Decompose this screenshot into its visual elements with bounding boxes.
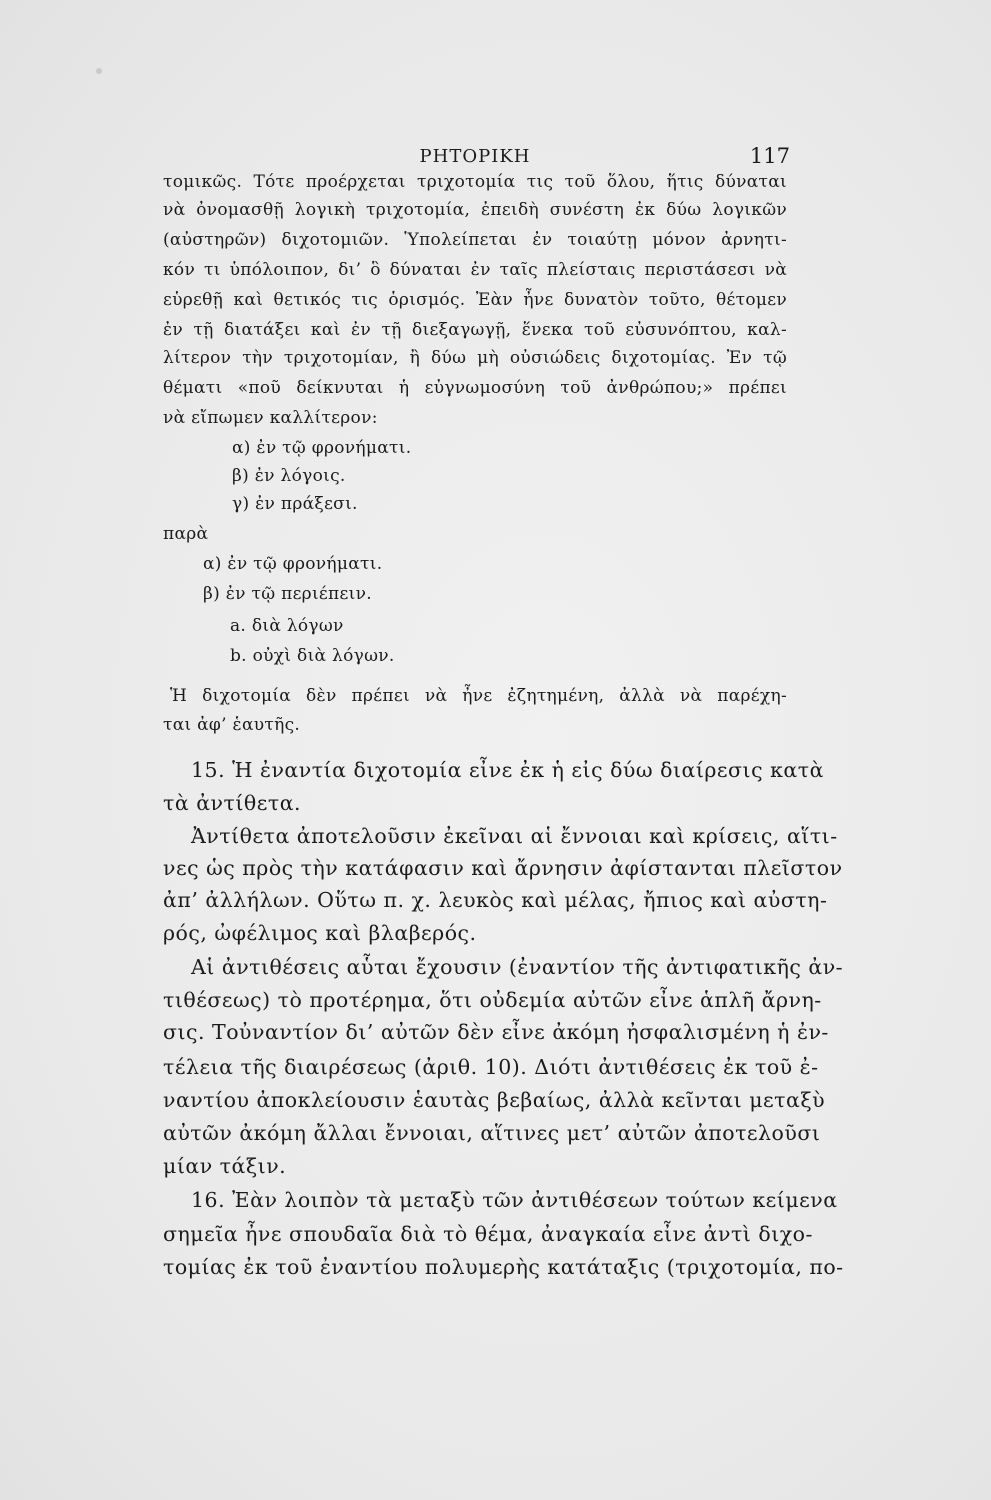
body-line: νὰ ὀνομασθῇ λογικὴ τριχοτομία, ἐπειδὴ συνέστη ἐκ δύω λογικῶν [163, 200, 787, 220]
running-head [160, 146, 790, 174]
body-line: σις. Τοὐναντίον δι’ αὐτῶν δὲν εἶνε ἀκόμη ἠσφαλισμένη ἡ ἐν- [163, 1020, 829, 1044]
note-line: ται ἀφ’ ἑαυτῆς. [163, 715, 301, 735]
body-line: τέλεια τῆς διαιρέσεως (ἀριθ. 10). Διότι ἀντιθέσεις ἐκ τοῦ ἐ- [163, 1055, 819, 1079]
body-line: ἀπ’ ἀλλήλων. Οὕτω π. χ. λευκὸς καὶ μέλας, ἤπιος καὶ αὐστη- [163, 888, 828, 912]
body-line: Αἱ ἀντιθέσεις αὗται ἔχουσιν (ἐναντίον τῆς ἀντιφατικῆς ἀν- [191, 955, 844, 979]
body-line: μίαν τάξιν. [163, 1154, 287, 1178]
body-line: τὰ ἀντίθετα. [163, 791, 302, 815]
list-item: α) ἐν τῷ φρονήματι. [232, 438, 412, 458]
body-line: (αὐστηρῶν) διχοτομιῶν. Ὑπολείπεται ἐν τοιαύτῃ μόνον ἀρνητι- [163, 230, 787, 250]
body-line: ναντίου ἀποκλείουσιν ἑαυτὰς βεβαίως, ἀλλὰ κεῖνται μεταξὺ [163, 1088, 826, 1112]
list-item: β) ἐν τῷ περιέπειν. [203, 584, 372, 604]
body-line: Ἀντίθετα ἀποτελοῦσιν ἐκεῖναι αἱ ἔννοιαι καὶ κρίσεις, αἵτι- [191, 824, 838, 848]
body-line: νὰ εἴπωμεν καλλίτερον: [163, 408, 378, 428]
page-number: 117 [749, 144, 790, 168]
paper-speck [96, 68, 102, 74]
body-line: τιθέσεως) τὸ προτέρημα, ὅτι οὐδεμία αὐτῶν εἶνε ἁπλῆ ἄρνη- [163, 988, 822, 1012]
list-item: γ) ἐν πράξεσι. [232, 494, 358, 514]
body-line: κόν τι ὑπόλοιπον, δι’ ὃ δύναται ἐν ταῖς πλείσταις περιστάσεσι νὰ [163, 260, 787, 280]
body-line: σημεῖα ἦνε σπουδαῖα διὰ τὸ θέμα, ἀναγκαία εἶνε ἀντὶ διχο- [163, 1222, 813, 1246]
body-line: τομικῶς. Τότε προέρχεται τριχοτομία τις τοῦ ὅλου, ἥτις δύναται [163, 172, 787, 192]
list-item: β) ἐν λόγοις. [232, 466, 346, 486]
body-line: ἐν τῇ διατάξει καὶ ἐν τῇ διεξαγωγῇ, ἕνεκα τοῦ εὐσυνόπτου, καλ- [163, 320, 787, 340]
body-line: τομίας ἐκ τοῦ ἐναντίου πολυμερὴς κατάταξις (τριχοτομία, πο- [163, 1255, 844, 1279]
sub-list-item: b. οὐχὶ διὰ λόγων. [230, 646, 395, 666]
page-title: ΡΗΤΟΡΙΚΗ [419, 146, 531, 167]
body-line: θέματι «ποῦ δείκνυται ἡ εὐγνωμοσύνη τοῦ ἀνθρώπου;» πρέπει [163, 378, 787, 398]
body-line: εὑρεθῇ καὶ θετικός τις ὁρισμός. Ἐὰν ἦνε δυνατὸν τοῦτο, θέτομεν [163, 290, 787, 310]
section-heading-15: 15. Ἡ ἐναντία διχοτομία εἶνε ἐκ ἡ εἰς δύω διαίρεσις κατὰ [191, 758, 824, 782]
note-line: Ἡ διχοτομία δὲν πρέπει νὰ ἦνε ἐζητημένη, ἀλλὰ νὰ παρέχη- [170, 686, 787, 706]
list-item: α) ἐν τῷ φρονήματι. [203, 554, 383, 574]
body-line: ρός, ὠφέλιμος καὶ βλαβερός. [163, 921, 477, 945]
body-line: αὐτῶν ἀκόμη ἄλλαι ἔννοιαι, αἵτινες μετ’ αὐτῶν ἀποτελοῦσι [163, 1121, 821, 1145]
sub-list-item: a. διὰ λόγων [230, 616, 344, 636]
para-word: παρὰ [163, 524, 209, 544]
body-line: νες ὡς πρὸς τὴν κατάφασιν καὶ ἄρνησιν ἀφίστανται πλεῖστον [163, 856, 843, 880]
section-heading-16: 16. Ἐὰν λοιπὸν τὰ μεταξὺ τῶν ἀντιθέσεων τούτων κείμενα [191, 1188, 838, 1212]
body-line: λίτερον τὴν τριχοτομίαν, ἢ δύω μὴ οὐσιώδεις διχοτομίας. Ἐν τῷ [163, 348, 787, 368]
